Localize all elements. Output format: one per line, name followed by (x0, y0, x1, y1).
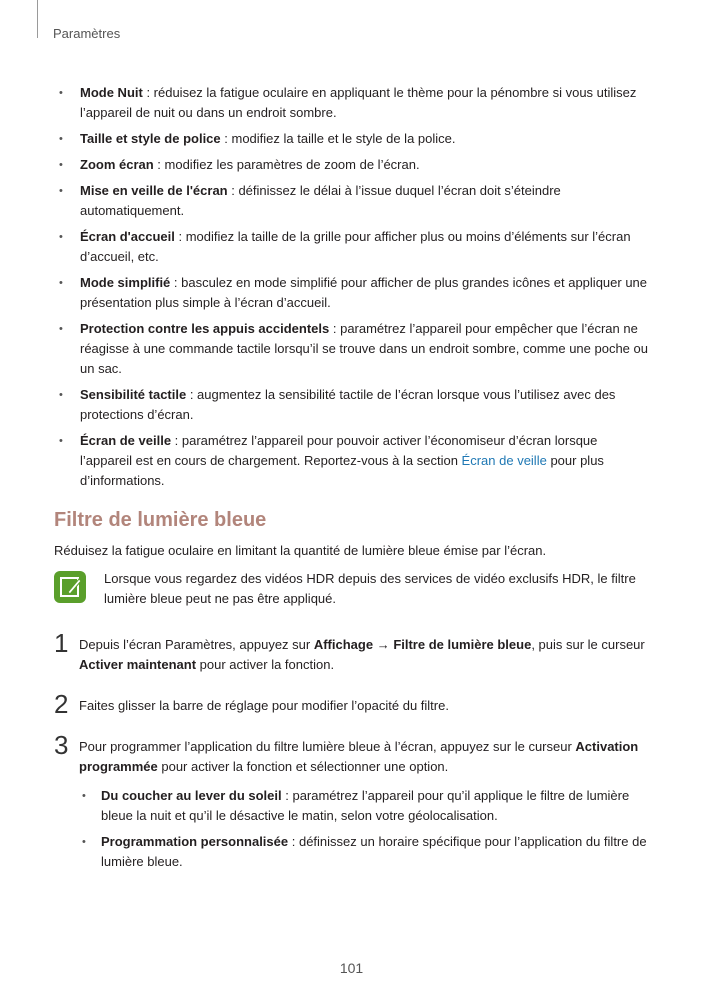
bullet-term: Zoom écran (80, 157, 154, 172)
schedule-options-list (80, 786, 655, 878)
list-item (57, 227, 652, 267)
header-rule (37, 0, 38, 38)
step-text (79, 737, 649, 777)
bullet-text: : définissez le délai à l’issue duquel l’écran doit s’éteindre automatiquement. (80, 183, 561, 218)
step-text: Faites glisser la barre de réglage pour modifier l’opacité du filtre. (79, 698, 449, 713)
bullet-term: Écran de veille (80, 433, 172, 448)
bullet-term: Du coucher au lever du soleil (101, 788, 282, 803)
bullet-icon: • (59, 231, 63, 243)
arrow-icon: → (373, 637, 394, 652)
step-number: 1 (54, 628, 69, 658)
ui-term-scheduled-activation: Activation programmée (79, 739, 639, 774)
list-item (57, 181, 652, 221)
step-text-part: Pour programmer l’application du filtre lumière bleue à l’écran, appuyez sur le curseur (79, 739, 576, 754)
bullet-text: : modifiez les paramètres de zoom de l’écran. (153, 157, 420, 172)
note-pencil-icon (54, 571, 86, 603)
bullet-icon: • (59, 133, 63, 145)
bullet-text: : augmentez la sensibilité tactile de l’écran lorsque vous l’utilisez avec des protections d’écran. (80, 387, 616, 422)
bullet-term: Protection contre les appuis accidentels (80, 321, 330, 336)
section-intro: Réduisez la fatigue oculaire en limitant la quantité de lumière bleue émise par l’écran. (54, 543, 547, 558)
bullet-icon: • (82, 836, 86, 848)
bullet-icon: • (59, 277, 63, 289)
screensaver-section-link[interactable]: Écran de veille (461, 453, 547, 468)
bullet-text: : modifiez la taille de la grille pour afficher plus ou moins d’éléments sur l’écran d’accueil, etc. (80, 229, 631, 264)
section-title: Filtre de lumière bleue (54, 509, 267, 531)
bullet-term: Mise en veille de l'écran (80, 183, 228, 198)
list-item (57, 155, 652, 175)
bullet-text: : paramétrez l’appareil pour qu’il applique le filtre de lumière bleue la nuit et qu’il le désactive le matin, selon votre géolocalisation. (101, 788, 630, 823)
bullet-term: Sensibilité tactile (80, 387, 187, 402)
bullet-icon: • (59, 87, 63, 99)
bullet-term: Programmation personnalisée (101, 834, 289, 849)
bullet-text: : réduisez la fatigue oculaire en appliquant le thème pour la pénombre si vous utilisez l’appareil de nuit ou dans un endroit sombre. (80, 85, 637, 120)
bullet-icon: • (82, 790, 86, 802)
ui-term-activate-now: Activer maintenant (79, 657, 197, 672)
settings-bullet-list (57, 83, 652, 497)
step-number: 3 (54, 730, 69, 760)
step-text (79, 635, 649, 675)
bullet-icon: • (59, 435, 63, 447)
list-item (80, 832, 655, 872)
bullet-text: : basculez en mode simplifié pour afficher de plus grandes icônes et appliquer une présentation plus simple à l’écran d’accueil. (80, 275, 648, 310)
bullet-term: Écran d'accueil (80, 229, 175, 244)
bullet-text-after: pour plus d’informations. (80, 453, 604, 488)
bullet-icon: • (59, 389, 63, 401)
list-item (57, 431, 652, 491)
ui-term-blue-light-filter: Filtre de lumière bleue (393, 637, 532, 652)
page-number: 101 (339, 960, 364, 976)
list-item (57, 385, 652, 425)
bullet-term: Mode Nuit (80, 85, 143, 100)
bullet-text: : définissez un horaire spécifique pour l’application du filtre de lumière bleue. (101, 834, 647, 869)
bullet-text: : modifiez la taille et le style de la police. (220, 131, 456, 146)
note-text: Lorsque vous regardez des vidéos HDR depuis des services de vidéo exclusifs HDR, le filtre lumière bleue peut ne pas être appliqué. (104, 571, 636, 606)
running-header: Paramètres (53, 26, 121, 41)
step-text-part: pour activer la fonction. (196, 657, 335, 672)
ui-term-display: Affichage (313, 637, 374, 652)
step-text-part: pour activer la fonction et sélectionner une option. (157, 759, 449, 774)
list-item (57, 83, 652, 123)
list-item (57, 319, 652, 379)
bullet-term: Mode simplifié (80, 275, 171, 290)
bullet-text: : paramétrez l’appareil pour empêcher que l’écran ne réagisse à une commande tactile lorsqu’il se trouve dans un endroit sombre, comme une poche ou un sac. (80, 321, 648, 376)
list-item (80, 786, 655, 826)
bullet-term: Taille et style de police (80, 131, 221, 146)
step-number: 2 (54, 689, 69, 719)
bullet-text: : paramétrez l’appareil pour pouvoir activer l’économiseur d’écran lorsque l’appareil est en cours de chargement. Reportez-vous à la section (80, 433, 598, 468)
step-text-part: Depuis l’écran Paramètres, appuyez sur (79, 637, 314, 652)
list-item (57, 129, 652, 149)
list-item (57, 273, 652, 313)
step-text-part: , puis sur le curseur (531, 637, 645, 652)
bullet-icon: • (59, 323, 63, 335)
bullet-icon: • (59, 159, 63, 171)
bullet-icon: • (59, 185, 63, 197)
